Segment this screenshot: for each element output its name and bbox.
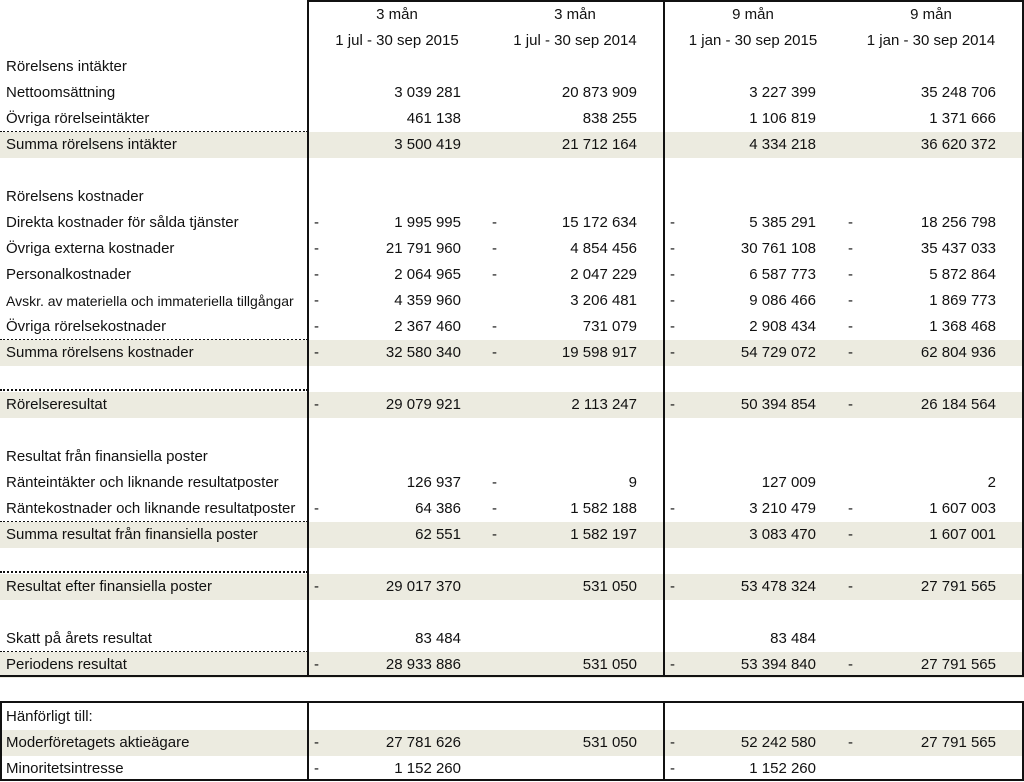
row-label: Periodens resultat <box>6 656 127 673</box>
value-cell: 62 551 <box>415 526 461 543</box>
column-divider <box>663 701 665 781</box>
value-cell: 4 334 218 <box>749 136 816 153</box>
table-row <box>0 626 1024 652</box>
minus-sign: - <box>848 656 853 673</box>
value-cell: 21 791 960 <box>385 240 461 257</box>
attrib-table-top-border <box>0 701 1024 703</box>
table-row <box>0 262 1024 288</box>
minus-sign: - <box>848 500 853 517</box>
row-label: Hänförligt till: <box>6 708 93 725</box>
value-cell: 1 371 666 <box>929 110 996 127</box>
header-date-4: 1 jan - 30 sep 2014 <box>866 32 996 49</box>
subtotal-row <box>0 574 1024 600</box>
section-heading-hanforligt <box>0 704 1024 730</box>
value-cell: 731 079 <box>582 318 637 335</box>
row-label: Räntekostnader och liknande resultatposter <box>6 500 296 517</box>
minus-sign: - <box>670 292 675 309</box>
table-row <box>0 470 1024 496</box>
value-cell: 1 152 260 <box>394 760 461 777</box>
header-date-1: 1 jul - 30 sep 2015 <box>335 32 459 49</box>
minus-sign: - <box>314 734 319 751</box>
row-label: Övriga rörelsekostnader <box>6 318 167 335</box>
dotted-divider <box>0 389 308 391</box>
minus-sign: - <box>848 396 853 413</box>
value-cell: 1 607 003 <box>929 500 996 517</box>
value-cell: 28 933 886 <box>385 656 461 673</box>
minus-sign: - <box>848 318 853 335</box>
header-date-2: 1 jul - 30 sep 2014 <box>513 32 637 49</box>
header-period-3: 9 mån <box>732 6 774 23</box>
row-label: Summa rörelsens intäkter <box>6 136 177 153</box>
minus-sign: - <box>492 214 497 231</box>
minus-sign: - <box>314 656 319 673</box>
value-cell: 2 367 460 <box>394 318 461 335</box>
value-cell: 126 937 <box>406 474 461 491</box>
row-label: Rörelseresultat <box>6 396 107 413</box>
minus-sign: - <box>314 240 319 257</box>
minus-sign: - <box>670 396 675 413</box>
value-cell: 9 086 466 <box>749 292 816 309</box>
column-divider <box>307 0 309 677</box>
value-cell: 5 385 291 <box>749 214 816 231</box>
main-table-bottom-border <box>0 675 1024 677</box>
minus-sign: - <box>848 266 853 283</box>
value-cell: 2 113 247 <box>571 396 637 413</box>
minus-sign: - <box>492 318 497 335</box>
row-label: Rörelsens intäkter <box>6 58 127 75</box>
row-label: Övriga externa kostnader <box>6 240 175 257</box>
value-cell: 3 227 399 <box>749 84 816 101</box>
minus-sign: - <box>314 396 319 413</box>
value-cell: 64 386 <box>415 500 461 517</box>
value-cell: 1 995 995 <box>394 214 461 231</box>
row-label: Rörelsens kostnader <box>6 188 144 205</box>
row-label: Personalkostnader <box>6 266 132 283</box>
value-cell: 3 500 419 <box>394 136 461 153</box>
row-label: Summa rörelsens kostnader <box>6 344 194 361</box>
table-row <box>0 314 1024 340</box>
value-cell: 53 394 840 <box>740 656 816 673</box>
value-cell: 2 047 229 <box>570 266 637 283</box>
row-label: Avskr. av materiella och immateriella tillgångar <box>6 293 294 309</box>
minus-sign: - <box>670 500 675 517</box>
value-cell: 531 050 <box>582 656 637 673</box>
table-row <box>0 210 1024 236</box>
value-cell: 838 255 <box>582 110 637 127</box>
minus-sign: - <box>848 526 853 543</box>
value-cell: 20 873 909 <box>561 84 637 101</box>
row-label: Minoritetsintresse <box>6 760 124 777</box>
minus-sign: - <box>670 266 675 283</box>
row-label: Summa resultat från finansiella poster <box>6 526 258 543</box>
minus-sign: - <box>492 474 497 491</box>
value-cell: 5 872 864 <box>929 266 996 283</box>
subtotal-row <box>0 132 1024 158</box>
minus-sign: - <box>492 526 497 543</box>
minus-sign: - <box>848 214 853 231</box>
section-heading-intakter <box>0 54 1024 80</box>
header-period-4: 9 mån <box>910 6 952 23</box>
value-cell: 1 869 773 <box>929 292 996 309</box>
value-cell: 15 172 634 <box>561 214 637 231</box>
minus-sign: - <box>670 214 675 231</box>
value-cell: 32 580 340 <box>385 344 461 361</box>
value-cell: 1 368 468 <box>929 318 996 335</box>
minus-sign: - <box>670 760 675 777</box>
value-cell: 9 <box>628 474 637 491</box>
table-row <box>0 106 1024 132</box>
row-label: Direkta kostnader för sålda tjänster <box>6 214 239 231</box>
value-cell: 83 484 <box>415 630 461 647</box>
value-cell: 54 729 072 <box>740 344 816 361</box>
value-cell: 1 106 819 <box>749 110 816 127</box>
value-cell: 35 248 706 <box>920 84 996 101</box>
column-divider <box>663 0 665 677</box>
value-cell: 27 781 626 <box>385 734 461 751</box>
subtotal-row <box>0 522 1024 548</box>
value-cell: 3 206 481 <box>570 292 637 309</box>
minus-sign: - <box>848 292 853 309</box>
value-cell: 1 607 001 <box>929 526 996 543</box>
header-date-3: 1 jan - 30 sep 2015 <box>688 32 818 49</box>
minus-sign: - <box>670 318 675 335</box>
value-cell: 35 437 033 <box>920 240 996 257</box>
value-cell: 531 050 <box>582 734 637 751</box>
value-cell: 18 256 798 <box>920 214 996 231</box>
value-cell: 29 079 921 <box>385 396 461 413</box>
value-cell: 2 064 965 <box>394 266 461 283</box>
row-label: Övriga rörelseintäkter <box>6 110 150 127</box>
value-cell: 6 587 773 <box>749 266 816 283</box>
value-cell: 127 009 <box>761 474 816 491</box>
table-row <box>0 730 1024 756</box>
minus-sign: - <box>314 578 319 595</box>
value-cell: 2 908 434 <box>749 318 816 335</box>
table-row <box>0 288 1024 314</box>
value-cell: 531 050 <box>582 578 637 595</box>
minus-sign: - <box>848 734 853 751</box>
table-row <box>0 236 1024 262</box>
row-label: Nettoomsättning <box>6 84 116 101</box>
minus-sign: - <box>314 344 319 361</box>
value-cell: 83 484 <box>770 630 816 647</box>
header-period-2: 3 mån <box>554 6 596 23</box>
column-divider <box>307 701 309 781</box>
value-cell: 1 582 197 <box>570 526 637 543</box>
value-cell: 29 017 370 <box>385 578 461 595</box>
value-cell: 53 478 324 <box>740 578 816 595</box>
minus-sign: - <box>670 734 675 751</box>
row-label: Moderföretagets aktieägare <box>6 734 190 751</box>
value-cell: 4 359 960 <box>394 292 461 309</box>
value-cell: 27 791 565 <box>920 734 996 751</box>
minus-sign: - <box>314 266 319 283</box>
value-cell: 27 791 565 <box>920 656 996 673</box>
value-cell: 3 039 281 <box>394 84 461 101</box>
minus-sign: - <box>848 344 853 361</box>
value-cell: 50 394 854 <box>740 396 816 413</box>
minus-sign: - <box>670 344 675 361</box>
minus-sign: - <box>670 656 675 673</box>
value-cell: 1 152 260 <box>749 760 816 777</box>
value-cell: 2 <box>987 474 996 491</box>
minus-sign: - <box>314 214 319 231</box>
header-period-1: 3 mån <box>376 6 418 23</box>
subtotal-row <box>0 392 1024 418</box>
table-row <box>0 496 1024 522</box>
minus-sign: - <box>492 344 497 361</box>
row-label: Resultat efter finansiella poster <box>6 578 212 595</box>
left-border <box>0 701 2 781</box>
dotted-divider <box>0 571 308 573</box>
minus-sign: - <box>848 240 853 257</box>
value-cell: 19 598 917 <box>561 344 637 361</box>
value-cell: 36 620 372 <box>920 136 996 153</box>
value-cell: 3 083 470 <box>749 526 816 543</box>
section-heading-finansiella <box>0 444 1024 470</box>
top-border <box>307 0 1024 2</box>
value-cell: 27 791 565 <box>920 578 996 595</box>
row-label: Ränteintäkter och liknande resultatposter <box>6 474 279 491</box>
section-heading-kostnader <box>0 184 1024 210</box>
minus-sign: - <box>314 500 319 517</box>
value-cell: 3 210 479 <box>749 500 816 517</box>
subtotal-row <box>0 340 1024 366</box>
minus-sign: - <box>314 292 319 309</box>
value-cell: 52 242 580 <box>740 734 816 751</box>
minus-sign: - <box>492 240 497 257</box>
value-cell: 1 582 188 <box>570 500 637 517</box>
value-cell: 4 854 456 <box>570 240 637 257</box>
minus-sign: - <box>492 500 497 517</box>
minus-sign: - <box>670 240 675 257</box>
row-label: Resultat från finansiella poster <box>6 448 208 465</box>
value-cell: 21 712 164 <box>561 136 637 153</box>
value-cell: 461 138 <box>406 110 461 127</box>
minus-sign: - <box>314 318 319 335</box>
table-row <box>0 80 1024 106</box>
minus-sign: - <box>314 760 319 777</box>
minus-sign: - <box>492 266 497 283</box>
value-cell: 26 184 564 <box>920 396 996 413</box>
value-cell: 62 804 936 <box>920 344 996 361</box>
minus-sign: - <box>848 578 853 595</box>
minus-sign: - <box>670 578 675 595</box>
value-cell: 30 761 108 <box>740 240 816 257</box>
row-label: Skatt på årets resultat <box>6 630 152 647</box>
